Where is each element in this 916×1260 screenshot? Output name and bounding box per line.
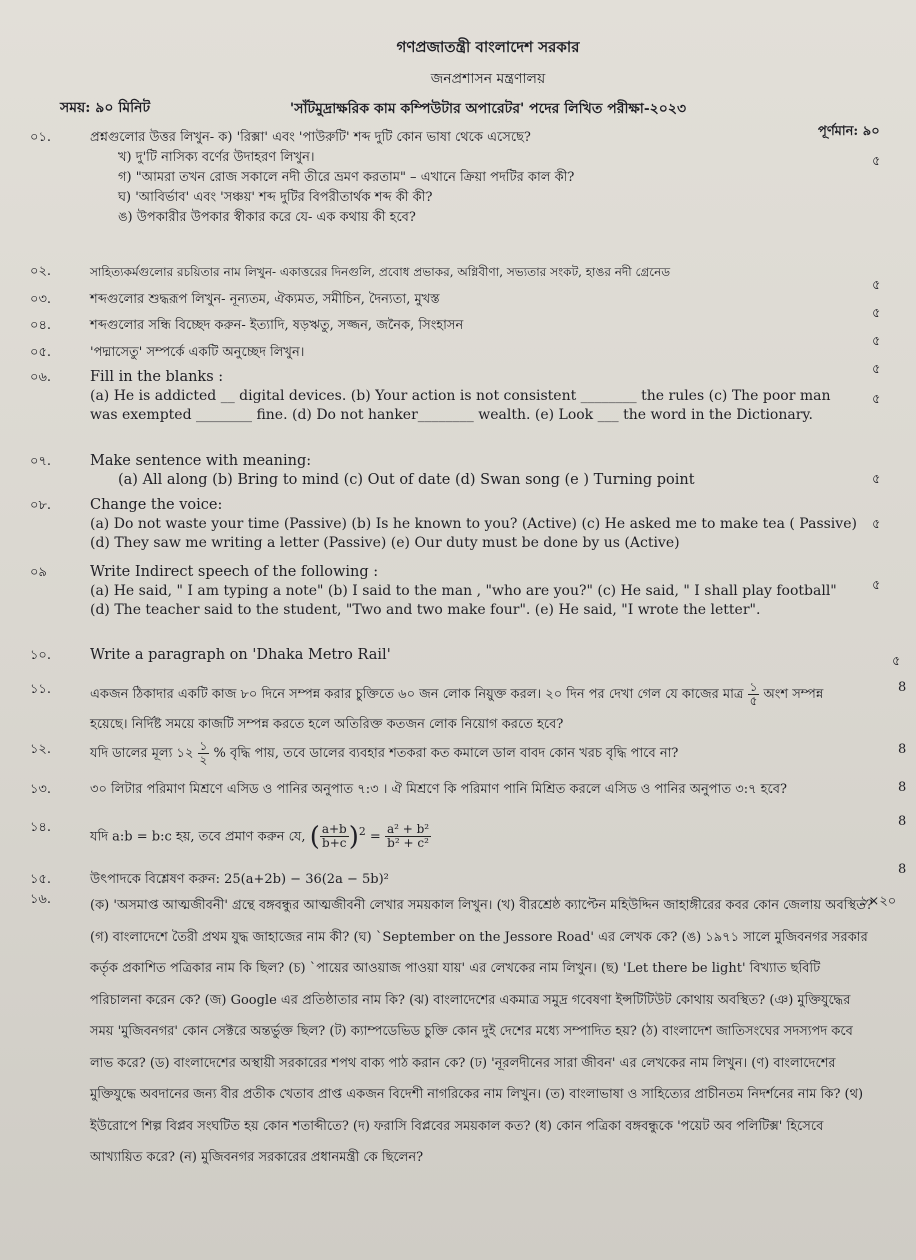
- question-mark: 8: [898, 680, 907, 695]
- question-number: ১৫.: [30, 872, 52, 887]
- ministry-name: জনপ্রশাসন মন্ত্রণালয়: [430, 71, 546, 87]
- question-text: [90, 680, 860, 740]
- fraction: $\frac{১}{৫}$: [749, 680, 758, 708]
- question-number: ০৬.: [30, 370, 52, 385]
- question-body: (a) He said, " I am typing a note" (b) I said to the man , "who are you?" (c) He said, " I shall play football" (d) The teacher said to the student, "Two and two make four". (e) He said, "I wrote the letter".: [90, 583, 837, 618]
- question-text: শব্দগুলোর শুদ্ধরূপ লিখুন- নূন্যতম, ঐক্যমত, সমীচিন, দৈন্যতা, মুখস্ত: [90, 292, 440, 307]
- question-mark: 8: [898, 742, 907, 757]
- question-text: [90, 368, 860, 425]
- question-mark: ৫: [892, 654, 901, 669]
- question-text: যদি a:b = b:c হয়, তবে প্রমাণ করুন যে, ( $\frac{a+b}{b+c}$ )$^2$ = $\frac{\text{a² + b²}}{\text{b² + c²}}$: [90, 821, 430, 852]
- exam-title: 'সাঁটমুদ্রাক্ষরিক কাম কম্পিউটার অপারেটর' পদের লিখিত পরীক্ষা-২০২৩: [289, 101, 687, 117]
- question-body: (a) All along (b) Bring to mind (c) Out of date (d) Swan song (e ) Turning point: [118, 472, 695, 488]
- question-number: ১১.: [30, 682, 52, 697]
- question-text-part-2: অংশ সম্পন্ন হয়েছে। নির্দিষ্ট সময়ে কাজটি সম্পন্ন করতে হলে অতিরিক্ত কতজন লোক নিয়োগ করতে হবে?: [90, 687, 824, 732]
- question-mark: 8: [898, 862, 907, 877]
- question-body: (a) Do not waste your time (Passive) (b) Is he known to you? (Active) (c) He asked me to make tea ( Passive) (d) They saw me writing a letter (Passive) (e) Our duty must be done by us (Active): [90, 516, 857, 551]
- sub-question-a: প্রশ্নগুলোর উত্তর লিখুন- ক) 'রিক্সা' এবং 'পাউরুটি' শব্দ দুটি কোন ভাষা থেকে এসেছে?: [90, 130, 531, 145]
- question-mark: ৫: [872, 578, 881, 593]
- full-marks: পূর্ণমান: ৯০: [818, 124, 880, 139]
- question-number: ০৫.: [30, 345, 52, 360]
- question-mark: ৫: [872, 517, 881, 532]
- question-text: উৎপাদকে বিশ্লেষণ করুন: 25(a+2b) − 36(2a − 5b)²: [90, 872, 389, 887]
- question-mark: ৫: [872, 154, 881, 169]
- question-text: ৩০ লিটার পরিমাণ মিশ্রণে এসিড ও পানির অনুপাত ৭:৩ । ঐ মিশ্রণে কি পরিমাণ পানি মিশ্রিত করলে এসিড ও পানির অনুপাত ৩:৭ হবে?: [90, 782, 787, 797]
- rhs-fraction: $\frac{\text{a² + b²}}{\text{b² + c²}}$: [386, 822, 430, 851]
- question-mark: 8: [898, 814, 907, 829]
- question-title: Change the voice:: [90, 497, 223, 513]
- question-body: (a) He is addicted __ digital devices. (b) Your action is not consistent ________ the rules (c) The poor man was exempted ________ fine. (d) Do not hanker________ wealth. (e) Look ___ the word in the Dictionary.: [90, 388, 831, 423]
- question-number: ০৩.: [30, 292, 52, 307]
- question-text: [90, 452, 860, 490]
- sub-question-b: খ) দু'টি নাসিক্য বর্ণের উদাহরণ লিখুন।: [118, 150, 315, 165]
- question-text-part-1: যদি a:b = b:c হয়, তবে প্রমাণ করুন যে,: [90, 829, 306, 845]
- question-mark: ৫: [872, 306, 881, 321]
- question-text-part-1: একজন ঠিকাদার একটি কাজ ৮০ দিনে সম্পন্ন করার চুক্তিতে ৬০ জন লোক নিয়ুক্ত করল। ২০ দিন পর দেখা গেল যে কাজের মাত্র: [90, 687, 744, 702]
- question-text: 'পদ্মাসেতু' সম্পর্কে একটি অনুচ্ছেদ লিখুন।: [90, 345, 305, 360]
- government-name: গণপ্রজাতন্ত্রী বাংলাদেশ সরকার: [396, 38, 580, 56]
- question-text: (ক) 'অসমাপ্ত আত্মজীবনী' গ্রন্থে বঙ্গবন্ধুর আত্মজীবনী লেখার সময়কাল লিখুন। (খ) বীরশ্রেষ্ঠ ক্যাপ্টেন মহিউদ্দিন জাহাঙ্গীরের কবর কোন জেলায় অবস্থিত? (গ) বাংলাদেশে তৈরী প্রথম যুদ্ধ জাহাজের নাম কী? (ঘ) `September on the Jessore Road' এর লেখক কে? (ঙ) ১৯৭১ সালে মুজিবনগর সরকার কর্তৃক প্রকাশিত পত্রিকার নাম কি ছিল? (চ) `পায়ের আওয়াজ পাওয়া যায়' এর লেখকের নাম লিখুন। (ছ) 'Let there be light' বিখ্যাত ছবিটি পরিচালনা করেন কে? (জ) Google এর প্রতিষ্ঠাতার নাম কি? (ঝ) বাংলাদেশের একমাত্র সমুদ্র গবেষণা ইন্সটিটিউট কোথায় অবস্থিত? (ঞ) মুক্তিযুদ্ধের সময় 'মুজিবনগর' কোন সেক্টরে অন্তর্ভুক্ত ছিল? (ট) ক্যাম্পডেভিড চুক্তি কোন দুই দেশের মধ্যে সম্পাদিত হয়? (ঠ) বাংলাদেশ জাতিসংঘের সদস্যপদ কবে লাভ করে? (ড) বাংলাদেশের অস্থায়ী সরকারের শপথ বাক্য পাঠ করান কে? (ঢ) 'নূরলদীনের সারা জীবন' এর লেখকের নাম লিখুন। (ণ) বাংলাদেশের মুক্তিযুদ্ধে অবদানের জন্য বীর প্রতীক খেতাব প্রাপ্ত একজন বিদেশী নাগরিকের নাম লিখুন। (ত) বাংলাভাষা ও সাহিত্যের প্রাচীনতম নিদর্শনের নাম কি? (থ) ইউরোপে শিল্প বিপ্লব সংঘটিত হয় কোন শতাব্দীতে? (দ) ফরাসি বিপ্লবের সময়কাল কত? (ধ) কোন পত্রিকা বঙ্গবন্ধুকে 'পয়েট অব পলিটিক্স' হিসেবে আখ্যায়িত করে? (ন) মুজিবনগর সরকারের প্রধানমন্ত্রী কে ছিলেন?: [90, 898, 873, 1165]
- question-title: Make sentence with meaning:: [90, 453, 312, 469]
- question-number: ০২.: [30, 264, 52, 279]
- sub-question-d: ঘ) 'আবির্ভাব' এবং 'সঞ্চয়' শব্দ দুটির বিপরীতার্থক শব্দ কী কী?: [118, 190, 433, 205]
- exponent: 2: [358, 825, 366, 838]
- question-number: ০১.: [30, 130, 52, 145]
- question-mark: ৫: [872, 362, 881, 377]
- question-mark: ৫: [872, 334, 881, 349]
- question-number: ১৩.: [30, 782, 52, 797]
- question-text: সাহিত্যকর্মগুলোর রচয়িতার নাম লিখুন- একাত্তরের দিনগুলি, প্রবোধ প্রভাকর, অগ্নিবীণা, সভ্যতার সংকট, হাঙর নদী গ্রেনেড: [90, 265, 671, 279]
- question-text-part-1: যদি ডালের মূল্য ১২: [90, 746, 194, 761]
- question-number: ০৭.: [30, 454, 52, 469]
- question-number: ১০.: [30, 648, 52, 663]
- question-number: ০৮.: [30, 498, 52, 513]
- question-text-part-2: % বৃদ্ধি পায়, তবে ডালের ব্যবহার শতকরা কত কমালে ডাল বাবদ কোন খরচ বৃদ্ধি পাবে না?: [213, 746, 679, 761]
- question-mark: ৫: [872, 392, 881, 407]
- lhs-fraction: $\frac{a+b}{b+c}$: [321, 822, 347, 851]
- question-text: [90, 496, 860, 553]
- question-title: Fill in the blanks :: [90, 369, 224, 385]
- question-text: [90, 563, 860, 620]
- question-text: শব্দগুলোর সন্ধি বিচ্ছেদ করুন- ইত্যাদি, ষড়ঋতু, সজ্জন, জনৈক, সিংহাসন: [90, 318, 464, 333]
- question-number: ০৪.: [30, 318, 52, 333]
- question-number: ১২.: [30, 742, 52, 757]
- question-number: ১৬.: [30, 892, 52, 907]
- question-number: ০৯: [30, 565, 47, 580]
- question-mark: 8: [898, 780, 907, 795]
- sub-question-c: গ) "আমরা তখন রোজ সকালে নদী তীরে ভ্রমণ করতাম" – এখানে ক্রিয়া পদটির কাল কী?: [118, 170, 575, 185]
- equals-sign: =: [369, 829, 381, 845]
- question-title: Write Indirect speech of the following :: [90, 564, 379, 580]
- question-mark: ৫: [872, 472, 881, 487]
- question-text: [90, 128, 860, 228]
- question-number: ১৪.: [30, 820, 52, 835]
- sub-question-e: ঙ) উপকারীর উপকার স্বীকার করে যে- এক কথায় কী হবে?: [118, 210, 416, 225]
- question-text: [90, 740, 860, 767]
- question-text: Write a paragraph on 'Dhaka Metro Rail': [90, 647, 391, 663]
- exam-time: সময়: ৯০ মিনিট: [60, 100, 151, 116]
- question-mark: ১×২০: [860, 894, 897, 909]
- question-mark: ৫: [872, 278, 881, 293]
- fraction: $\frac{১}{২}$: [199, 739, 208, 767]
